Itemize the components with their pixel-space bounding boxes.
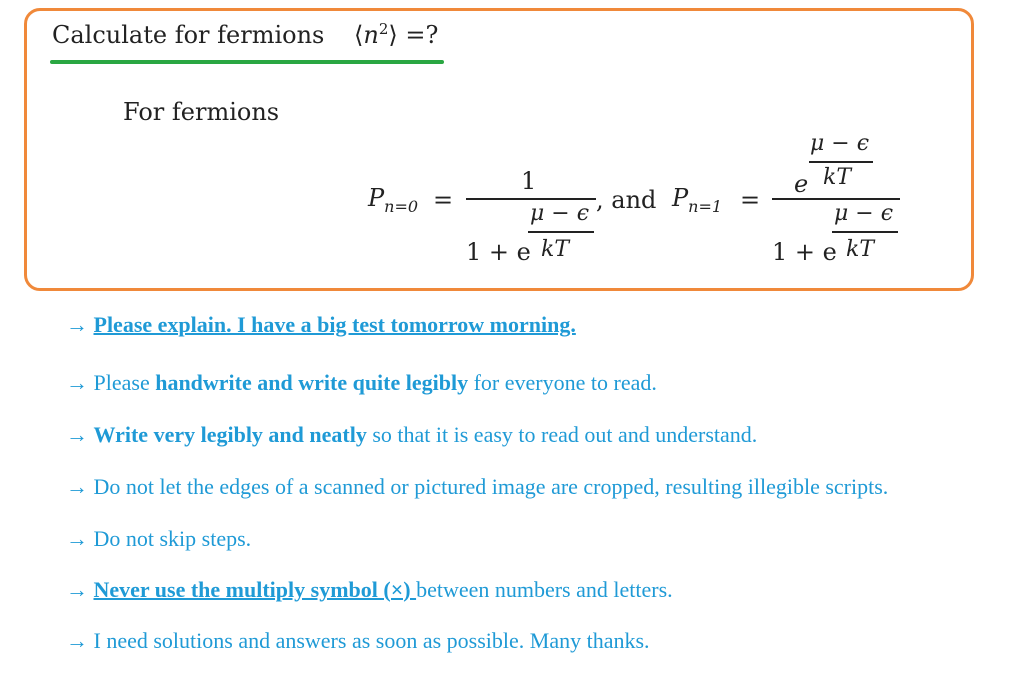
p1-num-base-text: e: [794, 170, 809, 198]
instruction-text-bold: Write very legibly and neatly: [93, 422, 367, 447]
arrow-icon: →: [66, 577, 88, 602]
instruction-item: [66, 370, 657, 396]
arrow-icon: →: [66, 628, 88, 653]
instruction-text: between numbers and letters.: [416, 577, 673, 602]
p1-num-exp-numerator: [810, 131, 869, 156]
p1-label: [672, 184, 722, 216]
p0-exp-den-text: kT: [541, 237, 570, 262]
p0-exp-num-text: μ − ϵ: [530, 201, 590, 226]
expr-open: ⟨: [354, 21, 364, 49]
instruction-text-bold: handwrite and write quite legibly: [155, 370, 469, 395]
p1-num-exp-num-text: μ − ϵ: [810, 131, 870, 156]
p1-den-exp-numerator: [834, 201, 893, 226]
p1-num-exp-bar: [809, 161, 873, 163]
instruction-item: [66, 422, 757, 448]
expr-var: n: [363, 21, 379, 49]
and-text: , and: [596, 186, 657, 214]
p0-numerator: 1: [521, 167, 537, 195]
p1-num-base: [794, 170, 808, 198]
instruction-item: [66, 577, 673, 603]
expr-close: ⟩ =?: [388, 21, 439, 49]
arrow-icon: →: [66, 422, 88, 447]
arrow-icon: →: [66, 312, 88, 337]
arrow-icon: →: [66, 370, 88, 395]
p1-subscript: n=1: [688, 196, 723, 216]
p1-fraction-bar: [772, 198, 900, 200]
question-title: [52, 20, 438, 49]
p1-den-exp-den-text: kT: [846, 237, 875, 262]
p1-symbol: P: [672, 184, 689, 212]
instruction-text: Do not let the edges of a scanned or pictured image are cropped, resulting illegible scripts.: [93, 474, 889, 499]
p1-num-exp-den-text: kT: [823, 165, 852, 190]
p1-den-exp-bar: [832, 231, 898, 233]
question-prefix: Calculate for fermions: [52, 21, 325, 49]
p1-denominator-base: 1 + e: [772, 238, 837, 266]
instruction-text: Please explain. I have a big test tomorrow morning.: [93, 312, 576, 337]
p1-equals: =: [740, 186, 761, 214]
p0-subscript: n=0: [384, 196, 419, 216]
instruction-text: Please: [93, 370, 156, 395]
instruction-item: [66, 474, 888, 500]
p0-exp-denominator: [541, 237, 569, 262]
intro-text: For fermions: [123, 98, 280, 126]
p0-label: [368, 184, 418, 216]
p1-den-exp-num-text: μ − ϵ: [834, 201, 894, 226]
p0-exp-bar: [528, 231, 594, 233]
instruction-text: for everyone to read.: [468, 370, 657, 395]
instruction-item: [66, 628, 650, 654]
instruction-item: [66, 312, 576, 338]
question-expression: [354, 21, 438, 49]
p1-den-exp-denominator: [846, 237, 874, 262]
p1-num-exp-denominator: [823, 165, 851, 190]
p0-fraction-bar: [466, 198, 596, 200]
instruction-item: [66, 526, 251, 552]
arrow-icon: →: [66, 474, 88, 499]
instruction-text: I need solutions and answers as soon as possible. Many thanks.: [93, 628, 650, 653]
p0-equals: =: [433, 186, 454, 214]
instruction-text: Do not skip steps.: [93, 526, 252, 551]
p0-denominator-base: 1 + e: [466, 238, 531, 266]
p0-symbol: P: [368, 184, 385, 212]
expr-exponent: 2: [378, 20, 389, 38]
p0-exp-numerator: [530, 201, 589, 226]
instruction-text-bold: Never use the multiply symbol (×): [93, 577, 417, 602]
arrow-icon: →: [66, 526, 88, 551]
instruction-text: so that it is easy to read out and understand.: [366, 422, 758, 447]
title-underline: [50, 60, 444, 64]
